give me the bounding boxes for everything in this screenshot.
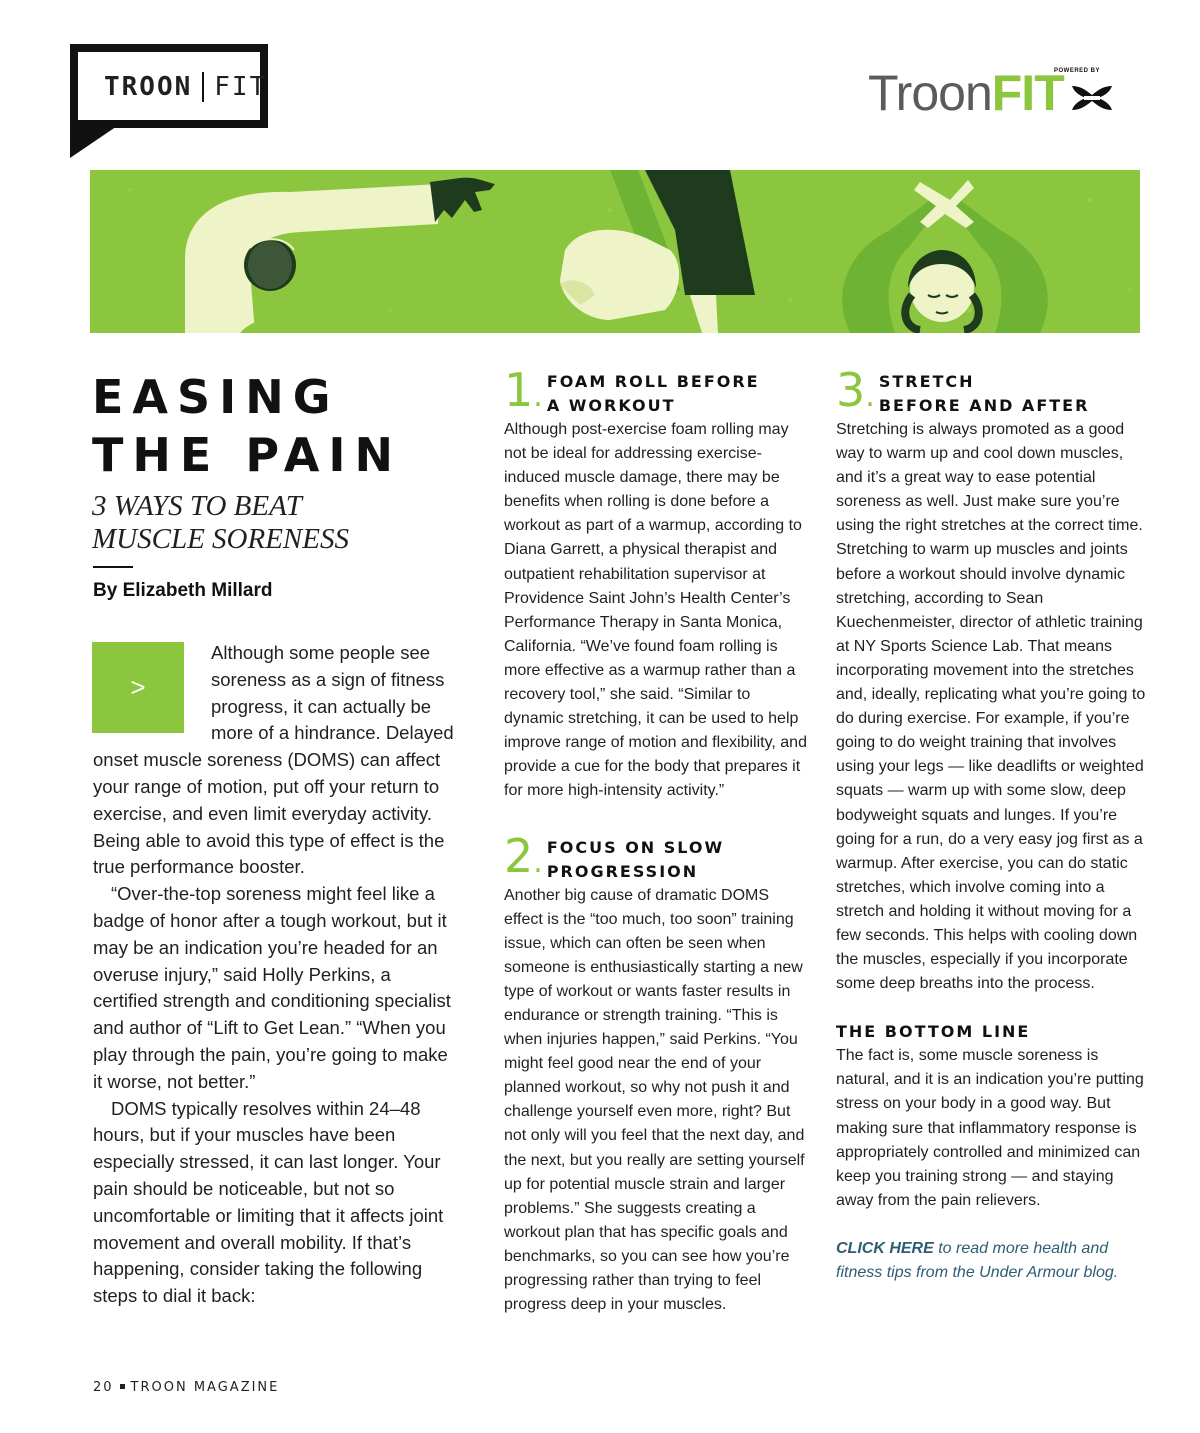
publication-name: TROON MAGAZINE	[130, 1380, 280, 1395]
tag-label	[104, 72, 267, 102]
bottom-line-body: The fact is, some muscle soreness is natural, and it is an indication you’re putting stress on your body in a good way. But making sure that inflammatory response is appropriately controlled and minimized can keep you training strong — and staying away from the pain relievers.	[836, 1047, 1144, 1209]
page-footer	[93, 1380, 279, 1395]
tag-tail	[70, 120, 126, 158]
logo-troon: Troon	[868, 65, 992, 121]
article-headline	[92, 368, 452, 484]
step-3-body: Stretching is always promoted as a good way to warm up and cool down muscles, and it’s a great way to ease potential soreness as well. Just make sure you’re using the right stretches at the correct time. Stretching to warm up muscles and joints before a workout should involve dynamic stretching, according to Sean Kuechenmeister, director of athletic training at NY Sports Science Lab. That means incorporating movement into the stretches and, ideally, replicating what you’re going to do during exercise. For example, if you’re going to do weight training that involves using your legs — like deadlifts or weighted squats — warm up with some slow, deep bodyweight squats and lunges. If you’re going for a run, do a very easy jog first as a warmup. After exercise, you can do static stretches, which involve coming into a stretch and holding it without moving for a few seconds. This helps with cooling down the muscles, especially if you incorporate some deep breaths into the process.	[836, 421, 1146, 993]
step-3-heading	[836, 363, 1148, 418]
dropcap-spacer	[93, 640, 211, 744]
read-more-callout	[836, 1237, 1148, 1285]
step-2-body: Another big cause of dramatic DOMS effect is the “too much, too soon” training issue, which can often be seen when someone is enthusiastically starting a new type of workout or wants faster results in endurance or strength training. “This is when injuries happen,” said Perkins. “You might feel good near the end of your planned workout, so why not push it and challenge yourself even more, right? But not only will you feel that the next day, and the next, but you really are setting yourself up for potential muscle strain and larger problems.” She suggests creating a workout plan that has specific goals and benchmarks, so you can see how you’re progressing rather than trying to feel progress deep in your muscles.	[504, 886, 805, 1314]
step-1-heading	[504, 363, 810, 418]
stretching-figures-illustration	[90, 170, 1140, 333]
intro-paragraph-3: DOMS typically resolves within 24–48 hours, but if your muscles have been especially stressed, it can last longer. Your pain should be noticeable, but not so uncomfortable or limiting that it affects joint movement and overall mobility. If that’s happening, consider taking the following steps to dial it back:	[93, 1097, 444, 1307]
steps-column-1	[504, 363, 810, 1317]
troonfit-logo	[868, 58, 1114, 121]
step-2-title-line-1: FOCUS ON SLOW	[546, 837, 725, 857]
subhead-line-1: 3 WAYS TO BEAT	[92, 490, 302, 522]
headline-line-2: THE PAIN	[92, 428, 403, 482]
step-1-title-line-2: A WORKOUT	[546, 396, 676, 415]
steps-column-2	[836, 363, 1148, 1285]
cta-text: to read more health and fitness tips from the Under Armour blog.	[836, 1239, 1119, 1281]
logo-powered-by: POWERED BY	[1054, 68, 1101, 74]
intro-paragraph-2: “Over-the-top soreness might feel like a badge of honor after a tough workout, but it may be an indication you’re headed for an overuse injury,” said Holly Perkins, a certified strength and conditioning specialist and author of “Lift to Get Lean.” “When you play through the pain, you’re going to make it worse, not better.”	[93, 883, 451, 1092]
click-here-link[interactable]: CLICK HERE	[836, 1239, 934, 1257]
bottom-line-heading: THE BOTTOM LINE	[836, 1022, 1031, 1042]
step-3-title-line-2: BEFORE AND AFTER	[878, 396, 1090, 415]
tag-separator	[202, 72, 204, 102]
byline-divider	[93, 566, 133, 568]
subhead-line-2: MUSCLE SORENESS	[92, 523, 349, 555]
step-3-title-line-1: STRETCH	[878, 372, 975, 391]
intro-paragraph-1: Although some people see soreness as a sign of fitness progress, it can actually be more of a hindrance. Delayed onset muscle soreness (DOMS) can affect your range of motion, put off your return to exercise, and even limit everyday activity. Being able to avoid this type of effect is the true performance booster.	[93, 642, 454, 878]
tag-right: FIT	[214, 72, 268, 102]
step-1-body: Although post-exercise foam rolling may not be ideal for addressing exercise-induced muscle damage, there may be benefits when rolling is done before a workout as part of a warmup, according to Diana Garrett, a physical therapist and outpatient rehabilitation supervisor at Providence Saint John’s Health Center’s Performance Therapy in Santa Monica, California. “We’ve found foam rolling is more effective as a warmup rather than a recovery tool,” she said. “Similar to dynamic stretching, it can be used to help improve range of motion and flexibility, and provide a cue for the body that prepares it for more high-intensity activity.”	[504, 421, 807, 800]
step-2-heading	[504, 828, 810, 884]
step-1-number: 1.	[504, 363, 543, 417]
headline-line-1: EASING	[92, 370, 340, 424]
page-number: 20	[93, 1380, 114, 1395]
logo-fit: FIT	[991, 65, 1064, 121]
byline: By Elizabeth Millard	[93, 580, 273, 601]
tag-left: TROON	[104, 72, 193, 102]
step-3-number: 3.	[836, 363, 875, 417]
hero-illustration	[90, 170, 1140, 333]
under-armour-icon	[1070, 84, 1114, 112]
step-2-title-line-2: PROGRESSION	[546, 861, 699, 881]
step-2-number: 2.	[504, 828, 543, 883]
intro-column	[93, 640, 458, 1310]
chevron-right-icon: >	[92, 642, 184, 733]
article-subheadline	[92, 490, 452, 556]
step-1-title-line-1: FOAM ROLL BEFORE	[546, 372, 760, 391]
footer-bullet	[120, 1384, 125, 1389]
